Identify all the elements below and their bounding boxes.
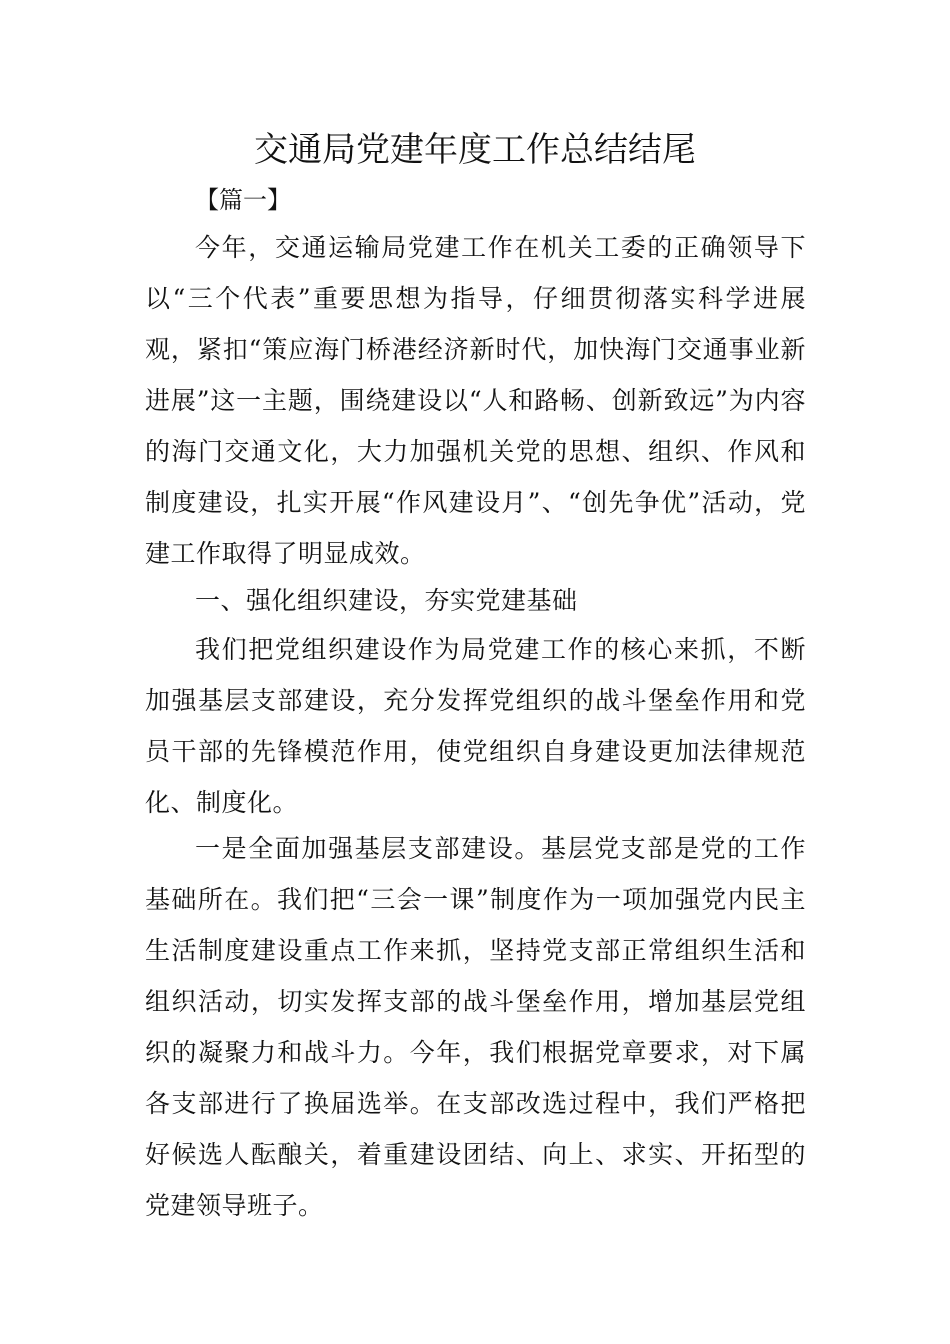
paragraph-branch-building: 一是全面加强基层支部建设。基层党支部是党的工作基础所在。我们把“三会一课”制度作为一项加强党内民主生活制度建设重点工作来抓，坚持党支部正常组织生活和组织活动，切实发挥支部的战斗堡垒作用，增加基层党组织的凝聚力和战斗力。今年，我们根据党章要求，对下属各支部进行了换届选举。在支部改选过程中，我们严格把好候选人酝酿关，着重建设团结、向上、求实、开拓型的党建领导班子。 bbox=[145, 834, 806, 1220]
section-label: 【篇一】 bbox=[195, 186, 291, 214]
paragraph-intro: 今年，交通运输局党建工作在机关工委的正确领导下以“三个代表”重要思想为指导，仔细贯彻落实科学进展观，紧扣“策应海门桥港经济新时代，加快海门交通事业新进展”这一主题，围绕建设以“人和路畅、创新致远”为内容的海门交通文化，大力加强机关党的思想、组织、作风和制度建设，扎实开展“作风建设月”、“创先争优”活动，党建工作取得了明显成效。 bbox=[145, 233, 806, 568]
document-title: 交通局党建年度工作总结结尾 bbox=[254, 130, 696, 170]
section-heading: 一、强化组织建设，夯实党建基础 bbox=[195, 586, 578, 615]
paragraph-organization: 我们把党组织建设作为局党建工作的核心来抓，不断加强基层支部建设，充分发挥党组织的战斗堡垒作用和党员干部的先锋模范作用，使党组织自身建设更加法律规范化、制度化。 bbox=[145, 635, 806, 817]
